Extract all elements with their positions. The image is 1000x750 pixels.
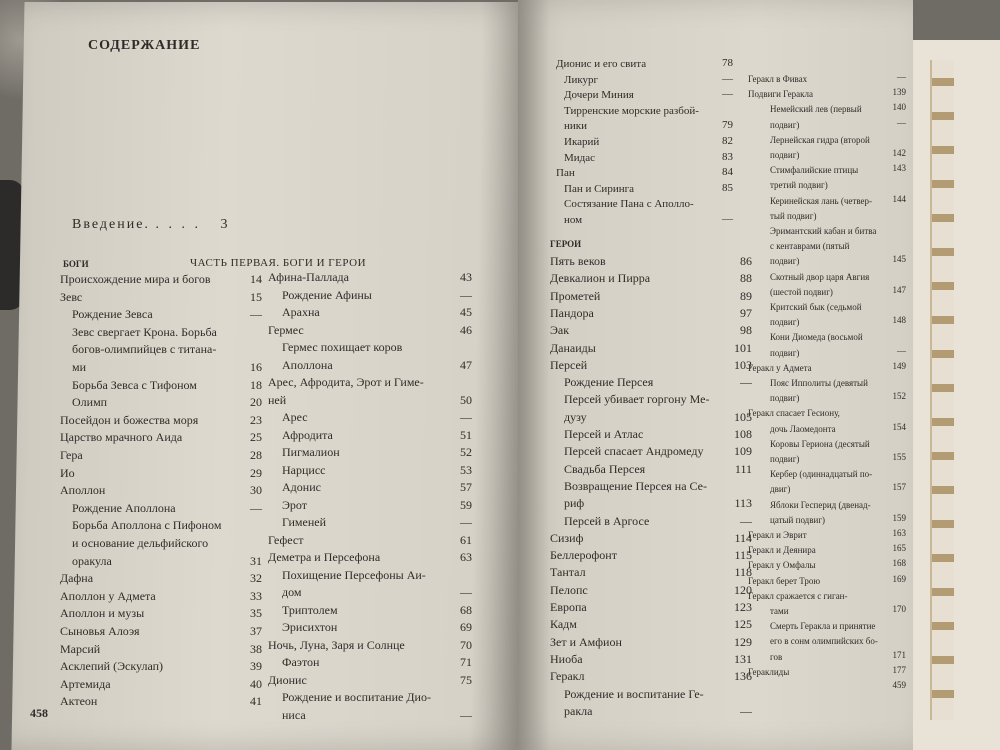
toc-page-number: — xyxy=(897,345,906,356)
toc-page-number: 165 xyxy=(892,543,906,554)
toc-page-number: 163 xyxy=(892,528,906,538)
toc-page-number: 71 xyxy=(460,655,472,669)
toc-entry: Геракл у Омфалы xyxy=(748,560,816,571)
toc-entry: подвиг) xyxy=(770,256,800,267)
toc-entry: Ниоба xyxy=(550,651,583,666)
toc-page-number: 148 xyxy=(892,315,906,326)
toc-entry: подвиг) xyxy=(770,119,800,130)
toc-entry: Аполлона xyxy=(282,357,333,372)
toc-entry: Геракл спасает Гесиону, xyxy=(748,408,840,419)
toc-page-number: 83 xyxy=(722,150,733,163)
toc-page-number: 84 xyxy=(722,166,733,179)
toc-entry: Асклепий (Эскулап) xyxy=(60,659,164,674)
toc-entry: Зет и Амфион xyxy=(550,634,622,649)
toc-page-number: — xyxy=(250,500,262,515)
toc-page-number: 97 xyxy=(740,305,752,320)
toc-entry: Состязание Пана с Аполло- xyxy=(564,198,694,211)
toc-page-number: 152 xyxy=(892,391,906,402)
toc-page-number: 37 xyxy=(250,624,262,638)
toc-page-number: 32 xyxy=(250,571,262,586)
toc-entry: Возвращение Персея на Се- xyxy=(564,478,708,493)
toc-entry: подвиг) xyxy=(770,317,800,328)
toc-entry: Мидас xyxy=(564,151,596,164)
toc-page-number: — xyxy=(722,72,733,85)
toc-page-number: — xyxy=(460,515,472,529)
toc-entry: третий подвиг) xyxy=(770,180,828,191)
toc-page-number: — xyxy=(740,375,752,390)
toc-entry: Ио xyxy=(60,465,75,480)
toc-page-number: 82 xyxy=(722,135,733,147)
toc-entry: дузу xyxy=(564,409,587,424)
toc-entry: ном xyxy=(564,214,583,226)
toc-page-number: 47 xyxy=(460,357,472,372)
toc-entry: Деметра и Персефона xyxy=(268,550,381,564)
toc-entry: Эак xyxy=(550,323,570,338)
toc-page-number: 459 xyxy=(892,680,906,690)
toc-entry: Ликург xyxy=(564,73,599,86)
toc-page-number: 168 xyxy=(892,558,906,569)
toc-entry: Похищение Персефоны Аи- xyxy=(282,567,426,582)
toc-entry: Беллерофонт xyxy=(550,548,617,563)
toc-page-number: 51 xyxy=(460,427,472,442)
toc-entry: Прометей xyxy=(550,288,601,303)
toc-page-number: 149 xyxy=(892,360,906,371)
intro-line xyxy=(72,218,229,232)
toc-page-number: 115 xyxy=(734,548,752,563)
toc-page-number: 75 xyxy=(460,672,472,687)
toc-entry: Пояс Ипполиты (девятый xyxy=(770,378,868,388)
toc-entry: Керинейская лань (четвер- xyxy=(770,195,873,206)
toc-entry: Аполлон у Адмета xyxy=(60,588,156,603)
toc-entry: Тантал xyxy=(550,565,586,580)
toc-entry: Кони Диомеда (восьмой xyxy=(770,332,863,343)
toc-entry: Геракл в Фивах xyxy=(748,74,808,84)
toc-entry: Икарий xyxy=(564,136,600,148)
toc-entry: Стимфалийские птицы xyxy=(770,165,859,176)
toc-entry: Персей и Атлас xyxy=(564,427,644,441)
toc-page-number: 144 xyxy=(892,193,906,204)
toc-page-number: 105 xyxy=(734,409,752,424)
toc-page-number: 113 xyxy=(734,496,752,511)
toc-page-number: — xyxy=(897,117,906,128)
toc-entry: Гермес похищает коров xyxy=(282,340,403,354)
toc-entry: Пигмалион xyxy=(282,445,340,459)
toc-page-number: 57 xyxy=(460,480,472,494)
toc-page-number: — xyxy=(460,287,472,302)
toc-page-number: 38 xyxy=(250,641,262,656)
toc-page-number: 103 xyxy=(734,357,752,372)
toc-entry: Адонис xyxy=(282,480,321,494)
toc-page-number: 50 xyxy=(460,392,472,407)
toc-page-number: 14 xyxy=(250,272,262,286)
toc-entry: Немейский лев (первый xyxy=(770,104,862,115)
toc-page-number: 85 xyxy=(722,181,733,194)
toc-entry: Свадьба Персея xyxy=(564,461,646,476)
toc-entry: Яблоки Гесперид (двенад- xyxy=(770,499,871,510)
toc-page-number: 114 xyxy=(734,530,752,545)
toc-page-number: 101 xyxy=(734,340,752,355)
toc-entry: подвиг) xyxy=(770,454,800,464)
toc-entry: Ночь, Луна, Заря и Солнце xyxy=(268,637,405,652)
toc-entry: Афина-Паллада xyxy=(268,270,349,284)
toc-entry: и основание дельфийского xyxy=(72,536,209,550)
toc-page-number: 23 xyxy=(250,412,262,427)
toc-page-number: 147 xyxy=(892,284,906,295)
toc-entry: Рождение Зевса xyxy=(72,307,153,322)
toc-page-number: — xyxy=(250,307,262,322)
section-gods: БОГИ xyxy=(63,259,89,269)
toc-page-number: 143 xyxy=(892,163,906,174)
toc-entry: Сыновья Алоэя xyxy=(60,624,140,638)
toc-entry: Критский бык (седьмой xyxy=(770,302,862,312)
toc-entry: Персей спасает Андромеду xyxy=(564,444,704,459)
toc-entry: Гера xyxy=(60,448,83,462)
toc-page-number: 69 xyxy=(460,620,472,634)
toc-page-number: 86 xyxy=(740,254,752,268)
toc-entry: Девкалион и Пирра xyxy=(550,271,651,286)
toc-entry: цатый подвиг) xyxy=(770,514,826,525)
toc-entry: Европа xyxy=(550,600,587,614)
toc-entry: ней xyxy=(268,392,287,407)
toc-page-number: 45 xyxy=(460,305,472,319)
toc-entry: Эримантский кабан и битва xyxy=(770,226,877,236)
toc-page-number: — xyxy=(460,707,472,722)
toc-entry: Рождение Афины xyxy=(282,287,372,302)
toc-page-number: — xyxy=(897,72,906,82)
intro-dots: . . . . xyxy=(155,217,201,232)
toc-page-number: 20 xyxy=(250,395,262,410)
toc-entry: Сизиф xyxy=(550,530,584,545)
toc-page-number: 61 xyxy=(460,532,472,547)
toc-entry: подвиг) xyxy=(770,150,800,160)
toc-page-number: 29 xyxy=(250,465,262,480)
intro-label: Введение. xyxy=(72,217,150,232)
toc-entry: Актеон xyxy=(60,694,98,709)
toc-page-number: 98 xyxy=(740,323,752,338)
toc-entry: дочь Лаомедонта xyxy=(770,423,836,434)
toc-page-number: 40 xyxy=(250,676,262,691)
toc-page-number: 25 xyxy=(250,430,262,445)
toc-entry: Пять веков xyxy=(550,254,606,268)
section-heroes: ГЕРОИ xyxy=(550,239,582,249)
toc-entry: Борьба Аполлона с Пифоном xyxy=(72,518,222,533)
toc-page-number: 155 xyxy=(892,452,906,462)
toc-entry: подвиг) xyxy=(770,347,800,358)
toc-page-number: 142 xyxy=(892,148,906,158)
part-heading: ЧАСТЬ ПЕРВАЯ. БОГИ И ГЕРОИ xyxy=(190,257,367,269)
toc-entry: оракула xyxy=(72,553,112,568)
toc-page-number: 79 xyxy=(722,119,733,132)
left-page-number: 458 xyxy=(30,706,48,720)
toc-page-number: 78 xyxy=(722,57,733,69)
toc-entry: Пан xyxy=(556,167,575,180)
toc-entry: ниса xyxy=(282,707,306,722)
toc-page-number: 136 xyxy=(734,669,752,684)
toc-page-number: 157 xyxy=(892,482,906,493)
toc-page-number: 16 xyxy=(250,360,262,374)
toc-entry: Аполлон xyxy=(60,483,106,498)
cover-ornament-strip xyxy=(930,60,954,720)
toc-page-number: 31 xyxy=(250,553,262,568)
toc-entry: гов xyxy=(770,651,783,662)
toc-entry: подвиг) xyxy=(770,393,800,404)
toc-entry: Пандора xyxy=(550,305,594,320)
toc-entry: Дионис xyxy=(268,672,307,687)
toc-entry: Артемида xyxy=(60,676,111,691)
toc-entry: Рождение и воспитание Дио- xyxy=(282,690,431,704)
toc-entry: Борьба Зевса с Тифоном xyxy=(72,377,197,392)
toc-page-number: — xyxy=(740,513,752,528)
toc-entry: Дочери Миния xyxy=(564,89,634,102)
toc-entry: Арахна xyxy=(282,305,320,319)
toc-entry: Лернейская гидра (второй xyxy=(770,134,870,145)
toc-page-number: 43 xyxy=(460,270,472,284)
toc-entry: Марсий xyxy=(60,641,101,656)
toc-entry: Тирренские морские разбой- xyxy=(564,104,699,117)
toc-entry: Дафна xyxy=(60,571,94,586)
toc-page-number: — xyxy=(460,410,472,424)
toc-entry: Рождение Аполлона xyxy=(72,500,176,515)
toc-entry: Фаэтон xyxy=(282,655,320,669)
toc-page-number: 170 xyxy=(892,604,906,614)
toc-page-number: 89 xyxy=(740,288,752,303)
toc-page-number: 52 xyxy=(460,445,472,459)
toc-entry: Геракл берет Трою xyxy=(748,575,821,586)
toc-page-number: 53 xyxy=(460,462,472,477)
toc-entry: Персей xyxy=(550,357,588,372)
toc-entry: ники xyxy=(564,120,588,133)
toc-page-number: — xyxy=(722,88,733,101)
toc-page-number: 129 xyxy=(734,634,752,649)
toc-entry: Эрот xyxy=(282,497,308,512)
toc-entry: Подвиги Геракла xyxy=(748,89,814,100)
intro-page: 3 xyxy=(220,217,230,232)
toc-entry: Кербер (одиннадцатый по- xyxy=(770,469,873,480)
toc-entry: ми xyxy=(72,360,87,374)
toc-page-number: 68 xyxy=(460,602,472,617)
toc-entry: двиг) xyxy=(770,484,791,495)
toc-page-number: 139 xyxy=(892,87,906,98)
toc-page-number: 63 xyxy=(460,550,472,564)
toc-page-number: 159 xyxy=(892,512,906,523)
toc-entry: Олимп xyxy=(72,395,108,410)
toc-entry: Пан и Сиринга xyxy=(564,182,634,195)
toc-page-number: 33 xyxy=(250,588,262,603)
toc-entry: Эрисихтон xyxy=(282,620,338,634)
toc-entry: Дионис и его свита xyxy=(556,58,647,70)
toc-page-number: 70 xyxy=(460,637,472,652)
toc-page-number: 140 xyxy=(892,102,906,113)
toc-entry: (шестой подвиг) xyxy=(770,286,833,297)
toc-page-number: 35 xyxy=(250,606,262,621)
toc-entry: Рождение и воспитание Ге- xyxy=(564,686,704,701)
toc-entry: Арес, Афродита, Эрот и Гиме- xyxy=(268,375,424,389)
toc-entry: Гераклиды xyxy=(748,666,790,677)
toc-entry: тами xyxy=(770,606,789,616)
toc-entry: Гименей xyxy=(282,515,326,529)
toc-entry: Гефест xyxy=(268,532,304,547)
toc-entry: Геракл сражается с гиган- xyxy=(748,590,848,601)
toc-page-number: 145 xyxy=(892,254,906,265)
toc-page-number: 30 xyxy=(250,483,262,498)
toc-entry: богов-олимпийцев с титана- xyxy=(72,342,217,357)
toc-entry: Геракл и Эврит xyxy=(748,530,807,540)
toc-page-number: 109 xyxy=(734,444,752,459)
toc-entry: Рождение Персея xyxy=(564,375,654,390)
toc-entry: Афродита xyxy=(282,427,333,442)
toc-entry: Коровы Гериона (десятый xyxy=(770,438,870,449)
toc-entry: Геракл у Адмета xyxy=(748,362,812,373)
toc-page-number: 15 xyxy=(250,289,262,304)
contents-title: СОДЕРЖАНИЕ xyxy=(88,38,201,53)
toc-page-number: 177 xyxy=(892,664,906,675)
toc-page-number: 169 xyxy=(892,573,906,584)
toc-page-number: 59 xyxy=(460,497,472,512)
toc-entry: дом xyxy=(282,585,302,599)
toc-page-number: — xyxy=(460,585,472,599)
toc-entry: Пелопс xyxy=(550,582,588,597)
toc-entry: Геракл xyxy=(550,669,585,684)
toc-entry: Скотный двор царя Авгия xyxy=(770,271,870,282)
toc-entry: Аполлон и музы xyxy=(60,606,145,621)
toc-page-number: 120 xyxy=(734,582,752,597)
toc-entry: Арес xyxy=(282,410,308,424)
toc-entry: Гермес xyxy=(268,322,304,337)
toc-entry: Происхождение мира и богов xyxy=(60,272,211,286)
toc-entry: его в сонм олимпийских бо- xyxy=(770,636,878,647)
toc-entry: риф xyxy=(564,496,585,511)
toc-page-number: 123 xyxy=(734,600,752,614)
toc-entry: Кадм xyxy=(550,617,577,632)
toc-page-number: 118 xyxy=(734,565,752,580)
toc-page-number: 125 xyxy=(734,617,752,632)
toc-page-number: — xyxy=(740,703,752,718)
toc-entry: Триптолем xyxy=(282,602,338,617)
toc-entry: Данаиды xyxy=(550,340,596,355)
toc-page-number: — xyxy=(722,213,733,225)
toc-entry: Нарцисс xyxy=(282,462,326,477)
toc-page-number: 108 xyxy=(734,427,752,441)
toc-entry: Царство мрачного Аида xyxy=(60,430,183,445)
toc-page-number: 88 xyxy=(740,271,752,286)
toc-entry: с кентаврами (пятый xyxy=(770,241,850,252)
toc-page-number: 46 xyxy=(460,322,472,337)
toc-page-number: 28 xyxy=(250,448,262,462)
toc-page-number: 154 xyxy=(892,421,906,432)
toc-page-number: 39 xyxy=(250,659,262,674)
toc-page-number: 171 xyxy=(892,649,906,660)
toc-entry: Геракл и Деянира xyxy=(748,545,816,556)
toc-page-number: 18 xyxy=(250,377,262,392)
toc-page-number: 41 xyxy=(250,694,262,709)
toc-page-number: 131 xyxy=(734,651,752,666)
toc-page-number: 111 xyxy=(734,461,752,476)
toc-entry: Зевс свергает Крона. Борьба xyxy=(72,324,217,339)
toc-entry: тый подвиг) xyxy=(770,210,817,221)
toc-entry: Смерть Геракла и принятие xyxy=(770,621,876,632)
toc-entry: Персей убивает горгону Ме- xyxy=(564,392,710,407)
toc-entry: Зевс xyxy=(60,289,83,304)
toc-entry: ракла xyxy=(564,703,593,718)
toc-entry: Посейдон и божества моря xyxy=(60,412,199,427)
toc-entry: Персей в Аргосе xyxy=(564,513,650,528)
